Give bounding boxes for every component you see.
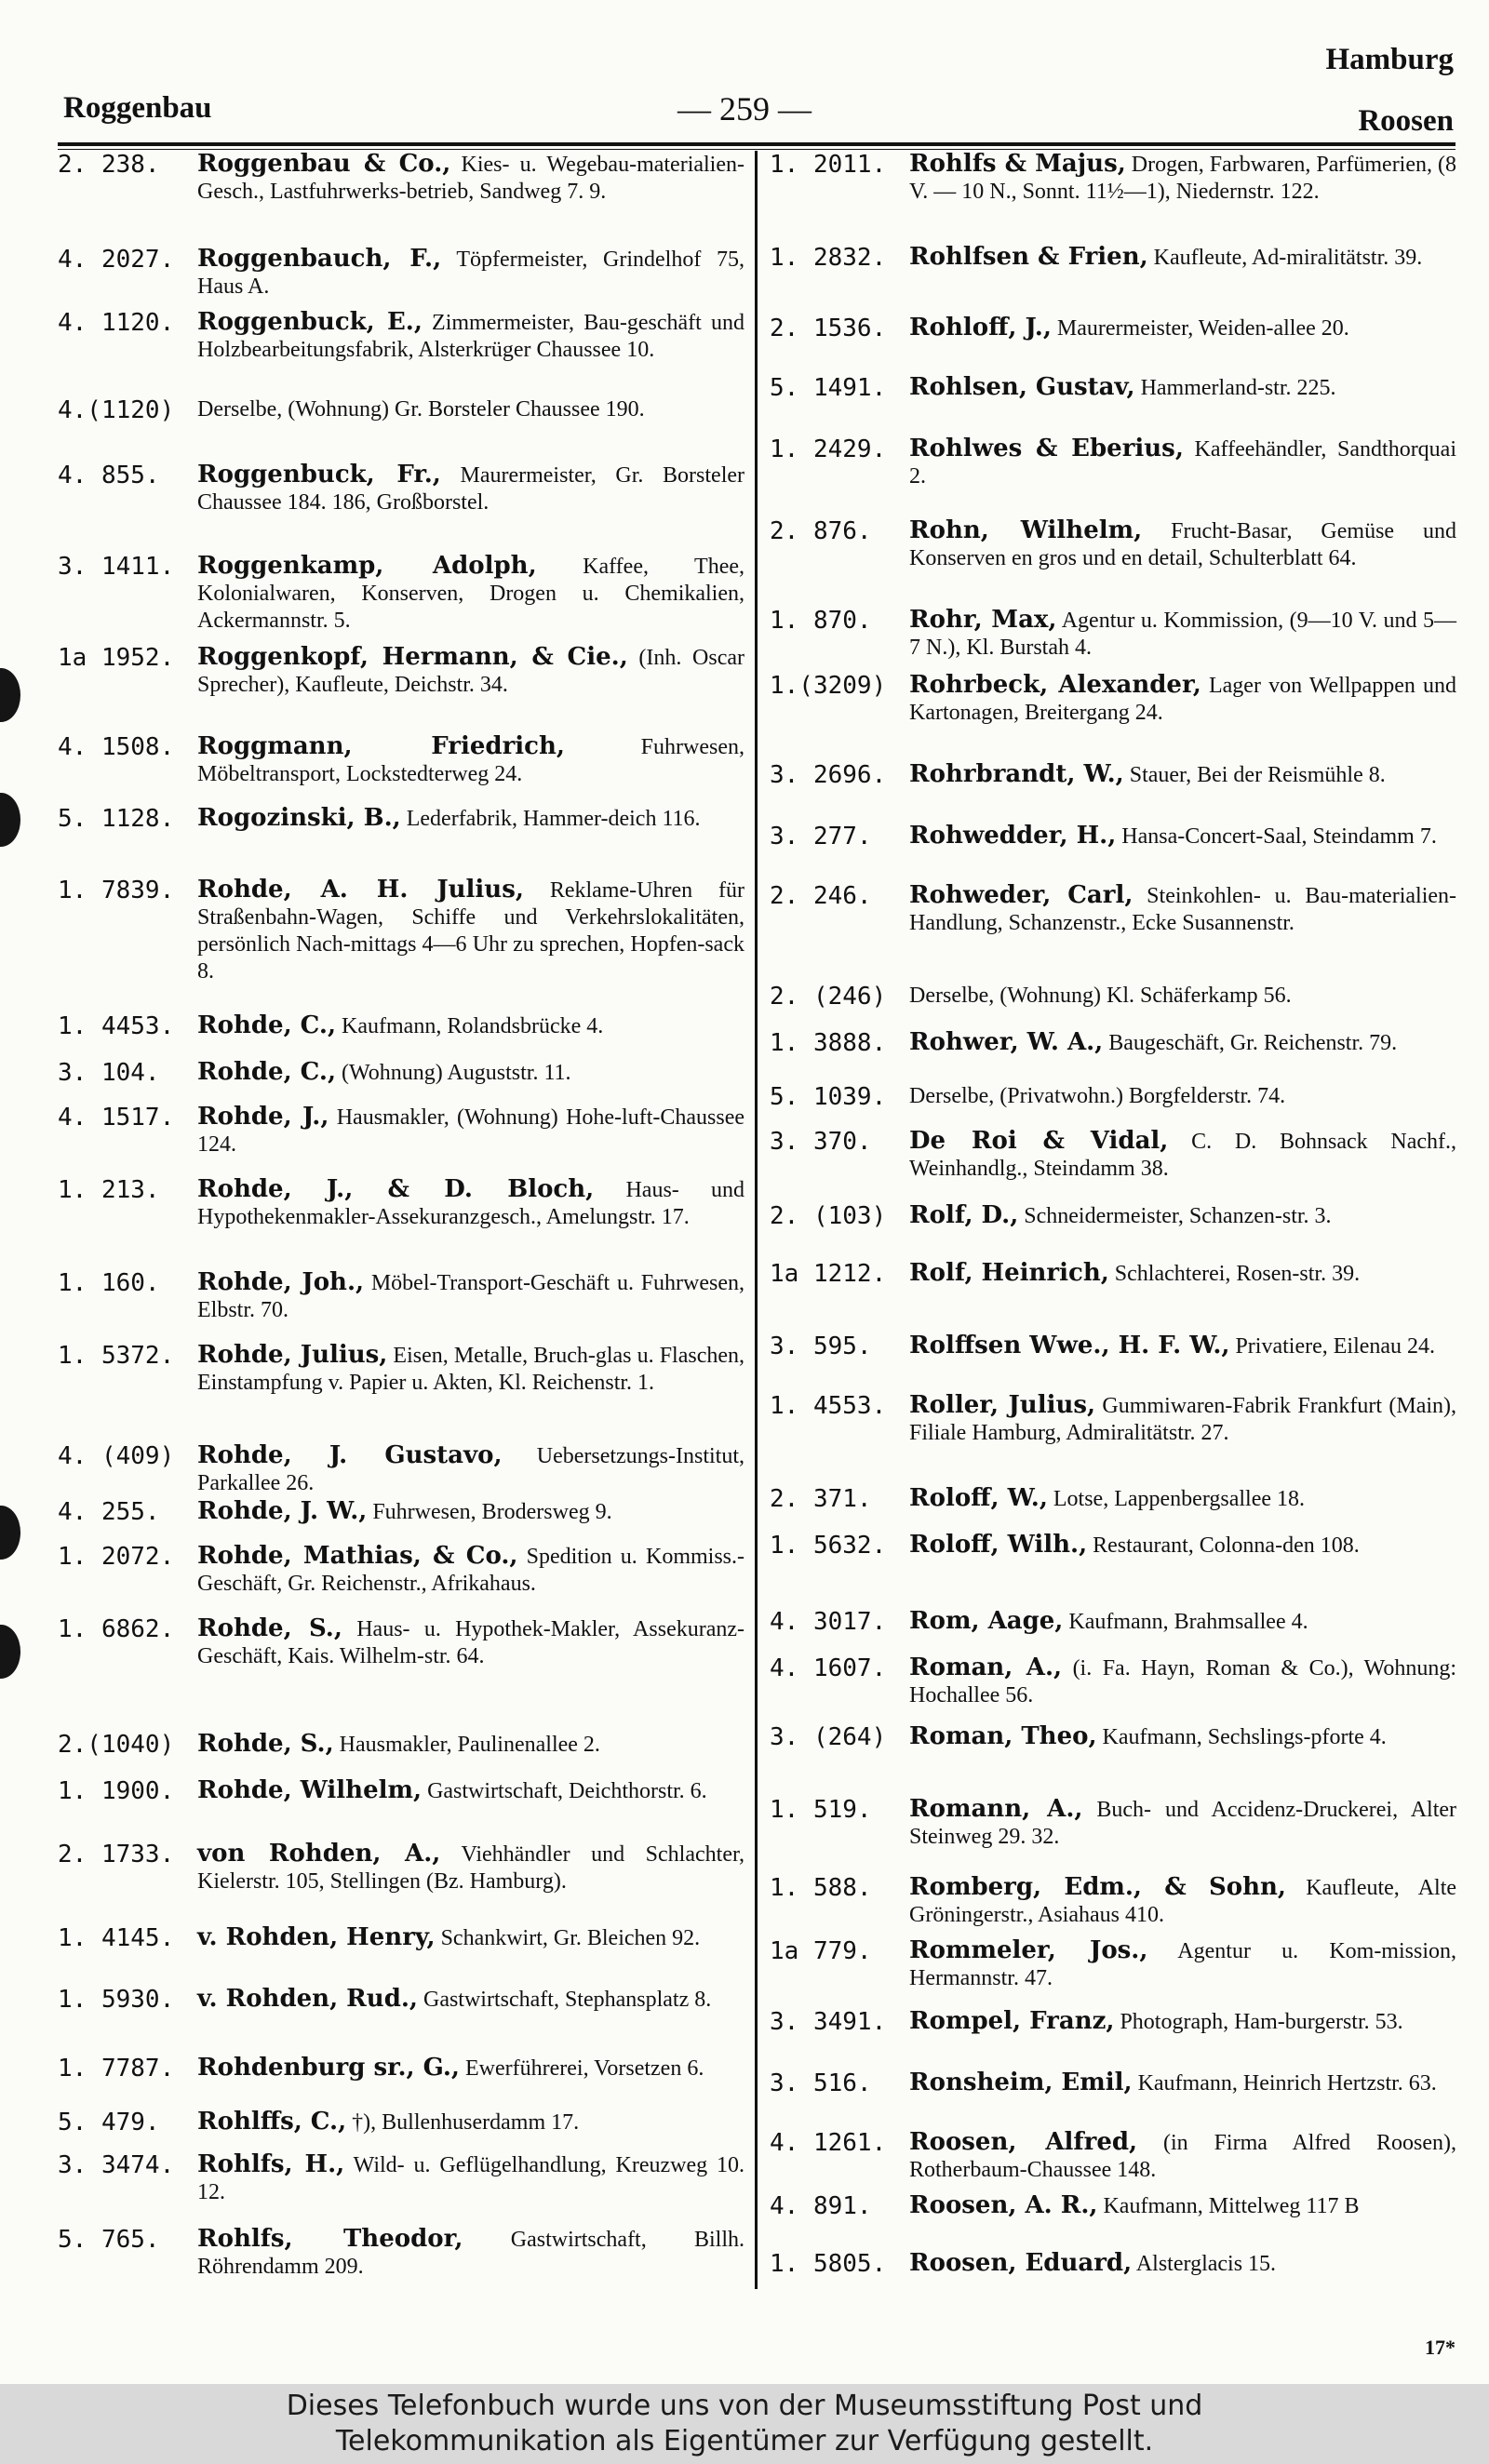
entry-text — [909, 2192, 1456, 2220]
phone-number: 5. 1128. — [58, 805, 175, 833]
phone-number: 4. 1517. — [58, 1104, 175, 1132]
column-divider — [755, 151, 758, 2289]
entry-details: Reklame-Uhren für Straßenbahn-Wagen, Schiffe und Verkehrslokalitäten, persönlich Nach-mittags 4—6 Uhr zu sprechen, Hopfen-sack 8. — [197, 878, 744, 984]
entry-name: Rom, Aage, — [909, 1607, 1064, 1635]
entry-text — [197, 1924, 744, 1952]
entry-name: Rohde, Joh., — [197, 1268, 365, 1296]
entry-text — [197, 1841, 744, 1895]
phone-number: 1. 160. — [58, 1269, 160, 1297]
entry-details: Schlachterei, Rosen-str. 39. — [1114, 1262, 1361, 1286]
entry-details: Eisen, Metalle, Bruch-glas u. Flaschen, Einstampfung v. Papier u. Akten, Kl. Reichenstr. 1. — [197, 1344, 745, 1395]
entry-text — [909, 2250, 1456, 2278]
entry-details: †), Bullenhuserdamm 17. — [352, 2110, 580, 2135]
header-last-entry: Roosen — [1358, 104, 1454, 138]
entry-text — [909, 1485, 1456, 1513]
phone-number: 4. (409) — [58, 1442, 175, 1470]
entry-name: Roloff, W., — [909, 1484, 1048, 1512]
entry-text — [909, 2069, 1456, 2097]
entry-name: Roggmann, Friedrich, — [197, 732, 565, 760]
signature-mark: 17* — [1425, 2336, 1455, 2359]
phone-number: 1. 2011. — [770, 151, 887, 179]
page-number: — 259 — — [677, 90, 812, 127]
entry-details: (Inh. Oscar Sprecher), Kaufleute, Deichstr. 34. — [197, 646, 745, 697]
entry-name: Rohlfs & Majus, — [909, 150, 1126, 178]
entry-name: Rohde, J., & D. Bloch, — [197, 1175, 595, 1203]
entry-details: Töpfermeister, Grindelhof 75, Haus A. — [197, 248, 744, 299]
entry-text — [197, 1615, 744, 1670]
banner-line-2: Telekommunikation als Eigentümer zur Verfügung gestellt. — [335, 2425, 1154, 2457]
phone-number: 1. 5372. — [58, 1342, 175, 1370]
entry-name: Rohwer, W. A., — [909, 1028, 1104, 1056]
entry-name: Rohlfsen & Frien, — [909, 243, 1148, 271]
entry-details: Stauer, Bei der Reismühle 8. — [1129, 763, 1386, 787]
phone-number: 5. 1491. — [770, 374, 887, 402]
entry-name: Ronsheim, Emil, — [909, 2069, 1133, 2096]
phone-number: 3. (264) — [770, 1723, 887, 1751]
phone-number: 4.(1120) — [58, 396, 175, 424]
phone-number: 1. 4453. — [58, 1012, 175, 1040]
entry-text — [197, 396, 744, 423]
entry-text — [197, 644, 744, 699]
phone-number: 4. 855. — [58, 462, 160, 489]
phone-number: 1. 7787. — [58, 2055, 175, 2082]
punch-hole — [0, 1506, 20, 1560]
entry-text — [197, 2226, 744, 2281]
entry-text — [197, 246, 744, 301]
phone-number: 5. 479. — [58, 2109, 160, 2136]
entry-name: Rohde, J., — [197, 1103, 329, 1131]
entry-name: von Rohden, A., — [197, 1840, 441, 1868]
entry-details: Kaffeehändler, Sandthorquai 2. — [909, 437, 1457, 489]
entry-details: Kaufmann, Mittelweg 117 B — [1103, 2194, 1360, 2218]
entry-details: Lager von Wellpappen und Kartonagen, Breitergang 24. — [909, 674, 1457, 725]
entry-name: Roggenkamp, Adolph, — [197, 552, 537, 580]
entry-text — [197, 2151, 744, 2206]
entry-details: Derselbe, (Wohnung) Gr. Borsteler Chaussee 190. — [197, 397, 645, 422]
phone-number: 4. 1508. — [58, 733, 175, 761]
phone-number: 1. 7839. — [58, 877, 175, 904]
phone-number: 1. 2429. — [770, 435, 887, 463]
entry-name: Rohde, C., — [197, 1058, 337, 1086]
phone-number: 1a 1212. — [770, 1260, 887, 1288]
phone-number: 2. (246) — [770, 983, 887, 1011]
entry-details: Spedition u. Kommiss.-Geschäft, Gr. Reichenstr., Afrikahaus. — [197, 1545, 745, 1596]
phone-number: 3. 516. — [770, 2069, 872, 2097]
entry-text — [909, 1392, 1456, 1447]
punch-hole — [0, 668, 20, 722]
entry-name: Rohde, J. W., — [197, 1497, 368, 1525]
entry-details: Fuhrwesen, Brodersweg 9. — [372, 1500, 612, 1524]
entry-details: Fuhrwesen, Möbeltransport, Lockstedterweg 24. — [197, 735, 744, 786]
entry-text — [909, 244, 1456, 272]
entry-name: Rohlwes & Eberius, — [909, 435, 1184, 462]
entry-details: Uebersetzungs-Institut, Parkallee 26. — [197, 1444, 745, 1495]
entry-text — [197, 2055, 744, 2082]
phone-number: 1. 588. — [770, 1874, 872, 1902]
entry-name: Rohde, Julius, — [197, 1341, 388, 1369]
entry-name: Rohde, Wilhelm, — [197, 1776, 423, 1804]
entry-text — [909, 151, 1456, 206]
entry-details: Lederfabrik, Hammer-deich 116. — [406, 807, 701, 831]
phone-number: 1. 519. — [770, 1796, 872, 1824]
phone-number: 2. 1733. — [58, 1841, 175, 1868]
entry-name: Rommeler, Jos., — [909, 1936, 1148, 1964]
phone-number: 1. 5805. — [770, 2250, 887, 2278]
phone-number: 4. 1261. — [770, 2129, 887, 2157]
entry-details: Gastwirtschaft, Stephansplatz 8. — [423, 1988, 712, 2012]
phone-number: 3. 370. — [770, 1128, 872, 1156]
entry-text — [909, 1608, 1456, 1636]
entry-text — [909, 2129, 1456, 2184]
entry-text — [909, 607, 1456, 662]
entry-name: Rolf, Heinrich, — [909, 1259, 1109, 1287]
phone-number: 3. 277. — [770, 823, 872, 850]
entry-name: Roller, Julius, — [909, 1391, 1096, 1419]
entry-name: Rohdenburg sr., G., — [197, 2054, 460, 2082]
entry-details: Hansa-Concert-Saal, Steindamm 7. — [1121, 824, 1437, 849]
entry-details: Hausmakler, Paulinenallee 2. — [339, 1733, 600, 1757]
entry-name: Romann, A., — [909, 1795, 1083, 1823]
entry-name: Rogozinski, B., — [197, 804, 401, 832]
phone-number: 2. 876. — [770, 517, 872, 545]
phone-number: 4. 3017. — [770, 1608, 887, 1636]
entry-text — [909, 1260, 1456, 1288]
entry-name: v. Rohden, Rud., — [197, 1985, 418, 2013]
phone-number: 2. 238. — [58, 151, 160, 179]
entry-name: Rohde, S., — [197, 1730, 334, 1758]
phone-number: 5. 765. — [58, 2226, 160, 2254]
entry-details: Privatiere, Eilenau 24. — [1235, 1334, 1436, 1359]
entry-text — [197, 462, 744, 516]
entry-details: Haus- und Hypothekenmakler-Assekuranzgesch., Amelungstr. 17. — [197, 1178, 744, 1229]
phone-number: 3. 2696. — [770, 761, 887, 789]
entry-details: Derselbe, (Wohnung) Kl. Schäferkamp 56. — [909, 984, 1292, 1008]
entry-details: Kaufleute, Ad-miralitätstr. 39. — [1153, 246, 1423, 270]
entry-name: Roman, Theo, — [909, 1722, 1097, 1750]
entry-text — [197, 1176, 744, 1231]
phone-number: 3. 104. — [58, 1059, 160, 1087]
entry-text — [197, 877, 744, 985]
entry-name: Rohde, S., — [197, 1614, 342, 1642]
entry-name: Rohlfs, H., — [197, 2150, 345, 2178]
entry-text — [909, 823, 1456, 850]
entry-text — [197, 1342, 744, 1397]
entry-details: Zimmermeister, Bau-geschäft und Holzbearbeitungsfabrik, Alsterkrüger Chaussee 10. — [197, 311, 744, 362]
phone-number: 1a 779. — [770, 1937, 872, 1965]
entry-text — [909, 983, 1456, 1010]
entry-name: v. Rohden, Henry, — [197, 1923, 436, 1951]
entry-details: Hausmakler, (Wohnung) Hohe-luft-Chaussee 124. — [197, 1105, 745, 1157]
entry-details: Schankwirt, Gr. Bleichen 92. — [440, 1926, 701, 1950]
entry-text — [909, 761, 1456, 789]
entry-text — [909, 315, 1456, 342]
entry-text — [909, 374, 1456, 402]
entry-details: Maurermeister, Weiden-allee 20. — [1056, 316, 1349, 341]
entry-details: Kaufmann, Sechslings-pforte 4. — [1102, 1725, 1387, 1749]
entry-name: Rohlffs, C., — [197, 2108, 347, 2136]
entry-name: Rohde, Mathias, & Co., — [197, 1542, 518, 1570]
phone-number: 4. 1607. — [770, 1654, 887, 1682]
phone-number: 1. 213. — [58, 1176, 160, 1204]
entry-name: Rohde, C., — [197, 1011, 337, 1039]
phone-number: 1. 5632. — [770, 1532, 887, 1560]
entry-name: Rolffsen Wwe., H. F. W., — [909, 1332, 1230, 1359]
entry-text — [909, 1332, 1456, 1360]
phone-number: 5. 1039. — [770, 1083, 887, 1111]
entry-details: (i. Fa. Hayn, Roman & Co.), Wohnung: Hochallee 56. — [909, 1656, 1457, 1707]
entry-name: Rohlfs, Theodor, — [197, 2225, 463, 2253]
entry-details: Hammerland-str. 225. — [1140, 376, 1336, 400]
entry-name: Rohrbrandt, W., — [909, 760, 1124, 788]
entry-details: Kies- u. Wegebau-materialien-Gesch., Lastfuhrwerks-betrieb, Sandweg 7. 9. — [197, 153, 744, 204]
entry-text — [909, 2008, 1456, 2036]
phone-number: 4. 1120. — [58, 309, 175, 337]
entry-name: Rohde, J. Gustavo, — [197, 1441, 503, 1469]
entry-name: De Roi & Vidal, — [909, 1127, 1169, 1155]
entry-details: Gummiwaren-Fabrik Frankfurt (Main), Filiale Hamburg, Admiralitätstr. 27. — [909, 1394, 1456, 1445]
entry-details: Agentur u. Kommission, (9—10 V. und 5—7 N.), Kl. Burstah 4. — [909, 609, 1457, 660]
entry-text — [909, 1202, 1456, 1230]
entry-text — [197, 2109, 744, 2136]
entry-name: Romberg, Edm., & Sohn, — [909, 1873, 1286, 1901]
entry-name: Rohweder, Carl, — [909, 881, 1134, 909]
entry-text — [197, 1498, 744, 1526]
entry-name: Roman, A., — [909, 1654, 1063, 1681]
entry-text — [197, 1059, 744, 1087]
entry-text — [909, 1654, 1456, 1709]
entry-details: Schneidermeister, Schanzen-str. 3. — [1024, 1204, 1332, 1228]
entry-text — [909, 1874, 1456, 1929]
entry-text — [197, 1012, 744, 1040]
phone-number: 1. 2072. — [58, 1543, 175, 1571]
banner-line-1: Dieses Telefonbuch wurde uns von der Museumsstiftung Post und — [286, 2390, 1203, 2422]
phone-number: 4. 2027. — [58, 246, 175, 274]
entry-text — [909, 672, 1456, 727]
entry-details: Kaufleute, Alte Gröningerstr., Asiahaus 410. — [909, 1876, 1457, 1927]
entry-details: Photograph, Ham-burgerstr. 53. — [1120, 2010, 1403, 2034]
entry-details: Kaufmann, Rolandsbrücke 4. — [342, 1014, 604, 1038]
entry-name: Rohr, Max, — [909, 606, 1057, 634]
entry-details: Frucht-Basar, Gemüse und Konserven en gros und en detail, Schulterblatt 64. — [909, 519, 1457, 570]
phone-number: 2. 246. — [770, 882, 872, 910]
phone-number: 3. 595. — [770, 1332, 872, 1360]
entry-details: (Wohnung) Auguststr. 11. — [342, 1061, 571, 1085]
header-rule — [58, 142, 1455, 146]
entry-text — [197, 1442, 744, 1497]
entry-details: Wild- u. Geflügelhandlung, Kreuzweg 10. 12. — [197, 2153, 744, 2204]
phone-number: 3. 1411. — [58, 553, 175, 581]
entry-text — [197, 805, 744, 833]
entry-text — [909, 435, 1456, 490]
entry-details: (in Firma Alfred Roosen), Rotherbaum-Chaussee 148. — [909, 2131, 1457, 2182]
entry-details: Gastwirtschaft, Deichthorstr. 6. — [427, 1779, 707, 1803]
entry-details: Möbel-Transport-Geschäft u. Fuhrwesen, Elbstr. 70. — [197, 1271, 745, 1322]
entry-details: Kaufmann, Heinrich Hertzstr. 63. — [1137, 2071, 1437, 2096]
phone-number: 2. 1536. — [770, 315, 887, 342]
entry-details: Drogen, Farbwaren, Parfümerien, (8 V. — 10 N., Sonnt. 11½—1), Niedernstr. 122. — [909, 153, 1456, 204]
phone-number: 1. 6862. — [58, 1615, 175, 1643]
phone-number: 3. 3474. — [58, 2151, 175, 2179]
entry-name: Roggenbuck, E., — [197, 308, 423, 336]
punch-hole — [0, 1625, 20, 1679]
entry-text — [197, 1777, 744, 1805]
entry-name: Rohrbeck, Alexander, — [909, 671, 1201, 699]
entry-text — [909, 1532, 1456, 1560]
entry-details: Alsterglacis 15. — [1135, 2252, 1277, 2276]
entry-name: Roggenbuck, Fr., — [197, 461, 441, 489]
entry-details: C. D. Bohnsack Nachf., Weinhandlg., Steindamm 38. — [909, 1130, 1457, 1181]
phone-number: 1. 1900. — [58, 1777, 175, 1805]
entry-text — [909, 882, 1456, 937]
entry-name: Rohn, Wilhelm, — [909, 516, 1143, 544]
phone-number: 1a 1952. — [58, 644, 175, 672]
phone-number: 3. 3491. — [770, 2008, 887, 2036]
entry-name: Roggenbau & Co., — [197, 150, 451, 178]
entry-text — [197, 1269, 744, 1324]
entry-details: Kaffee, Thee, Kolonialwaren, Konserven, Drogen u. Chemikalien, Ackermannstr. 5. — [197, 555, 744, 633]
phone-number: 1. 2832. — [770, 244, 887, 272]
entry-name: Roloff, Wilh., — [909, 1531, 1088, 1559]
punch-hole — [0, 793, 20, 847]
entry-text — [197, 1731, 744, 1759]
entry-text — [909, 517, 1456, 572]
entry-details: Agentur u. Kom-mission, Hermannstr. 47. — [909, 1939, 1456, 1990]
header-first-entry: Roggenbau — [63, 91, 212, 125]
entry-details: Haus- u. Hypothek-Makler, Assekuranz-Geschäft, Kais. Wilhelm-str. 64. — [197, 1617, 745, 1668]
phone-number: 1. 4145. — [58, 1924, 175, 1952]
entry-name: Roosen, Eduard, — [909, 2249, 1133, 2277]
entry-name: Rompel, Franz, — [909, 2007, 1115, 2035]
phone-number: 1. 870. — [770, 607, 872, 635]
phone-number: 4. 255. — [58, 1498, 160, 1526]
phone-number: 1.(3209) — [770, 672, 887, 700]
entry-text — [197, 151, 744, 206]
entry-name: Roggenbauch, F., — [197, 245, 442, 273]
phone-number: 1. 3888. — [770, 1029, 887, 1057]
entry-details: Lotse, Lappenbergsallee 18. — [1053, 1487, 1306, 1511]
entry-name: Rohwedder, H., — [909, 822, 1117, 850]
entry-details: Derselbe, (Privatwohn.) Borgfelderstr. 74. — [909, 1084, 1286, 1108]
phone-number: 2. 371. — [770, 1485, 872, 1513]
entry-name: Roggenkopf, Hermann, & Cie., — [197, 643, 628, 671]
phone-number: 1. 4553. — [770, 1392, 887, 1420]
phone-number: 4. 891. — [770, 2192, 872, 2220]
entry-details: Baugeschäft, Gr. Reichenstr. 79. — [1108, 1031, 1398, 1055]
entry-details: Kaufmann, Brahmsallee 4. — [1068, 1610, 1308, 1634]
entry-text — [909, 1723, 1456, 1751]
entry-details: Restaurant, Colonna-den 108. — [1093, 1533, 1360, 1558]
phone-number: 2. (103) — [770, 1202, 887, 1230]
entry-name: Rohloff, J., — [909, 314, 1052, 341]
entry-text — [197, 553, 744, 635]
entry-text — [197, 309, 744, 364]
entry-details: Steinkohlen- u. Bau-materialien-Handlung, Schanzenstr., Ecke Susannenstr. — [909, 884, 1456, 935]
ownership-banner — [0, 2384, 1489, 2464]
entry-name: Roosen, A. R., — [909, 2191, 1098, 2219]
entry-text — [197, 1986, 744, 2014]
header-city: Hamburg — [1325, 43, 1454, 76]
entry-text — [197, 1104, 744, 1158]
entry-details: Maurermeister, Gr. Borsteler Chaussee 184. 186, Großborstel. — [197, 463, 745, 515]
entry-text — [909, 1128, 1456, 1183]
entry-name: Roosen, Alfred, — [909, 2128, 1138, 2156]
entry-text — [909, 1796, 1456, 1851]
entry-name: Rohde, A. H. Julius, — [197, 876, 524, 904]
entry-details: Gastwirtschaft, Billh. Röhrendamm 209. — [197, 2228, 745, 2279]
entry-details: Viehhändler und Schlachter, Kielerstr. 105, Stellingen (Bz. Hamburg). — [197, 1842, 744, 1894]
entry-text — [197, 733, 744, 788]
entry-name: Rolf, D., — [909, 1201, 1019, 1229]
entry-text — [909, 1937, 1456, 1992]
entry-details: Ewerführerei, Vorsetzen 6. — [464, 2056, 704, 2081]
entry-text — [197, 1543, 744, 1598]
entry-details: Buch- und Accidenz-Druckerei, Alter Steinweg 29. 32. — [909, 1798, 1457, 1849]
phone-number: 2.(1040) — [58, 1731, 175, 1759]
entry-text — [909, 1029, 1456, 1057]
phone-number: 1. 5930. — [58, 1986, 175, 2014]
entry-text — [909, 1083, 1456, 1110]
entry-name: Rohlsen, Gustav, — [909, 373, 1135, 401]
